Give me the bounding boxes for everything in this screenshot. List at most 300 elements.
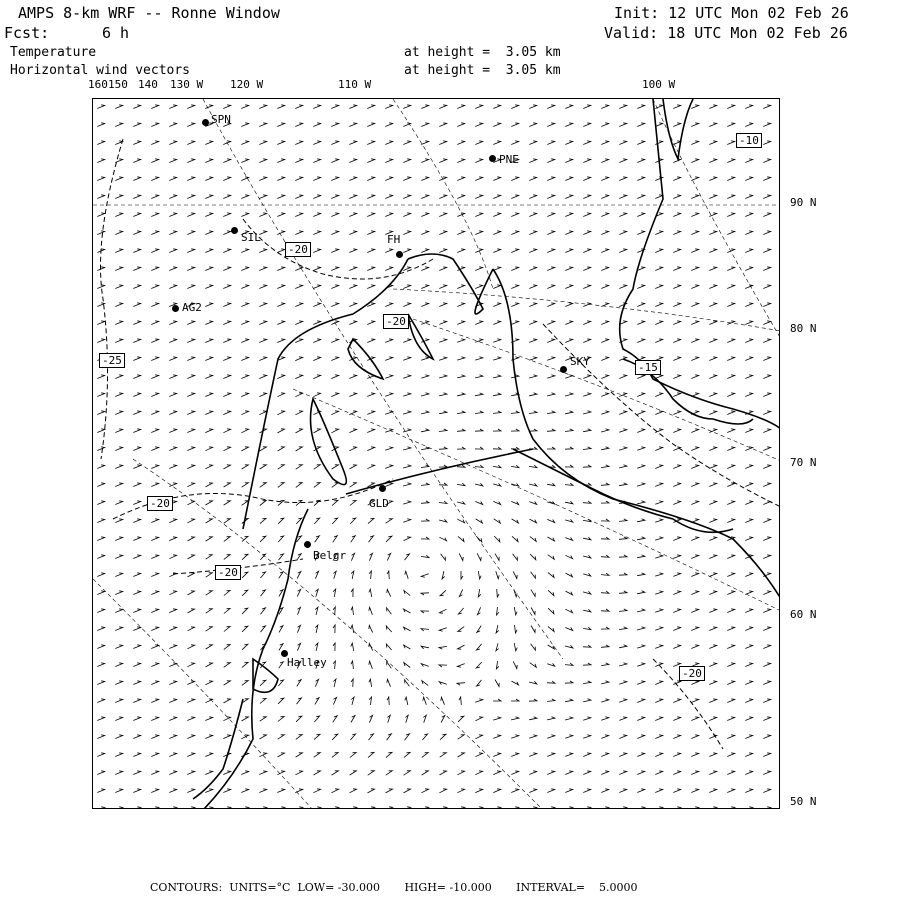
wind-vector — [115, 339, 122, 343]
wind-vector — [548, 572, 554, 577]
wind-vector — [763, 267, 770, 271]
wind-vector — [529, 429, 537, 431]
wind-vector — [259, 159, 266, 163]
wind-vector — [475, 465, 483, 467]
wind-vector — [655, 537, 663, 540]
wind-vector — [601, 105, 608, 109]
wind-vector — [547, 717, 555, 720]
wind-vector — [763, 159, 770, 163]
wind-vector — [349, 141, 356, 145]
wind-vector — [461, 571, 463, 579]
wind-vector — [97, 465, 104, 469]
wind-vector — [493, 771, 500, 775]
wind-vector — [223, 807, 230, 809]
wind-vector — [709, 267, 716, 271]
wind-vector — [385, 123, 392, 127]
wind-vector — [277, 393, 284, 397]
wind-vector — [727, 195, 734, 199]
wind-vector — [385, 357, 393, 361]
wind-vector — [691, 627, 698, 631]
wind-vector — [619, 627, 627, 630]
wind-vector — [242, 717, 249, 721]
wind-vector — [476, 536, 482, 542]
wind-vector — [439, 249, 446, 253]
wind-vector — [475, 411, 483, 414]
station-label: SPN — [211, 113, 231, 126]
wind-vector — [277, 375, 284, 379]
wind-vector — [133, 411, 140, 415]
wind-vector — [205, 285, 212, 289]
wind-vector — [529, 285, 536, 289]
wind-vector — [727, 249, 734, 253]
wind-vector — [133, 249, 140, 253]
wind-vector — [655, 807, 662, 809]
wind-vector — [547, 447, 555, 449]
wind-vector — [223, 159, 230, 163]
wind-vector — [169, 717, 176, 721]
wind-vector — [745, 573, 752, 577]
wind-vector — [313, 195, 320, 199]
wind-vector — [547, 177, 554, 181]
wind-vector — [457, 789, 464, 793]
wind-vector — [583, 699, 591, 702]
wind-vector — [205, 177, 212, 181]
wind-vector — [385, 465, 393, 469]
wind-vector — [187, 393, 194, 397]
wind-vector — [745, 735, 752, 739]
wind-vector — [151, 429, 158, 433]
wind-vector — [727, 807, 734, 809]
wind-vector — [151, 753, 158, 757]
wind-vector — [531, 626, 535, 633]
wind-vector — [295, 105, 302, 109]
map-panel[interactable] — [92, 98, 780, 809]
contour-label: -20 — [679, 666, 705, 681]
wind-vector — [673, 429, 680, 433]
wind-vector — [763, 699, 770, 703]
wind-vector — [169, 123, 176, 127]
wind-vector — [205, 321, 212, 325]
wind-vector — [349, 303, 356, 307]
wind-vector — [547, 285, 554, 289]
wind-vector — [97, 807, 104, 809]
wind-vector — [458, 627, 464, 632]
wind-vector — [691, 105, 698, 109]
wind-vector — [763, 771, 770, 775]
wind-vector — [547, 357, 555, 361]
wind-vector — [403, 159, 410, 163]
wind-vector — [206, 483, 213, 487]
wind-vector — [637, 591, 645, 594]
wind-vector — [133, 267, 140, 271]
wind-vector — [655, 321, 662, 325]
wind-vector — [493, 105, 500, 109]
wind-vector — [601, 357, 608, 361]
wind-vector — [547, 249, 554, 253]
wind-vector — [259, 213, 266, 217]
wind-vector — [386, 519, 393, 523]
wind-vector — [459, 553, 463, 560]
wind-vector — [133, 141, 140, 145]
wind-vector — [188, 609, 195, 613]
wind-vector — [224, 555, 230, 560]
wind-vector — [548, 645, 555, 649]
wind-vector — [511, 177, 518, 181]
wind-vector — [583, 429, 591, 432]
wind-vector — [187, 141, 194, 145]
forecast-value: 6 h — [102, 24, 130, 42]
wind-vector — [422, 753, 428, 758]
wind-vector — [421, 789, 428, 793]
wind-vector — [331, 195, 338, 199]
wind-vector — [115, 537, 122, 541]
contour-label: -10 — [736, 133, 762, 148]
wind-vector — [169, 465, 176, 469]
wind-vector — [404, 789, 411, 793]
wind-vector — [439, 123, 446, 127]
wind-vector — [493, 393, 501, 396]
wind-vector — [619, 681, 627, 684]
wind-vector — [421, 429, 429, 432]
wind-vector — [331, 339, 338, 343]
wind-vector — [188, 627, 195, 631]
lat-label: 90 N — [790, 196, 817, 209]
wind-vector — [727, 771, 734, 775]
wind-vector — [387, 715, 390, 723]
wind-vector — [530, 663, 537, 668]
wind-vector — [439, 665, 447, 667]
contour-label: -20 — [215, 565, 241, 580]
wind-vector — [367, 231, 374, 235]
wind-vector — [493, 321, 500, 325]
lon-label: 100 W — [642, 78, 676, 91]
wind-vector — [637, 213, 644, 217]
wind-vector — [115, 159, 122, 163]
wind-vector — [529, 177, 536, 181]
wind-vector — [169, 429, 176, 433]
wind-vector — [242, 483, 249, 487]
wind-vector — [169, 213, 176, 217]
wind-vector — [242, 608, 248, 614]
wind-vector — [565, 538, 572, 541]
wind-vector — [151, 195, 158, 199]
wind-vector — [601, 591, 609, 593]
wind-vector — [369, 607, 373, 614]
wind-vector — [655, 303, 662, 307]
wind-vector — [529, 123, 536, 127]
wind-vector — [313, 285, 320, 289]
wind-vector — [151, 231, 158, 235]
wind-vector — [333, 625, 335, 633]
wind-vector — [439, 411, 447, 414]
wind-vector — [369, 571, 371, 579]
wind-vector — [385, 213, 392, 217]
wind-vector — [315, 589, 318, 597]
wind-vector — [475, 141, 482, 145]
wind-vector — [260, 501, 266, 506]
wind-vector — [565, 177, 572, 181]
wind-vector — [133, 105, 140, 109]
wind-vector — [727, 681, 734, 685]
wind-vector — [223, 195, 230, 199]
wind-vector — [529, 231, 536, 235]
wind-vector — [547, 735, 555, 738]
wind-vector — [637, 699, 644, 703]
wind-vector — [169, 339, 176, 343]
wind-vector — [151, 699, 158, 703]
wind-vector — [475, 502, 482, 505]
wind-vector — [763, 807, 770, 809]
wind-vector — [601, 195, 608, 199]
init-time: Init: 12 UTC Mon 02 Feb 26 — [614, 4, 849, 22]
wind-vector — [439, 159, 446, 163]
wind-vector — [457, 375, 465, 378]
wind-vector — [583, 645, 591, 647]
wind-vector — [458, 716, 464, 722]
wind-vector — [297, 643, 300, 650]
wind-vector — [314, 465, 321, 469]
wind-vector — [565, 195, 572, 199]
wind-vector — [224, 537, 230, 542]
wind-vector — [529, 753, 537, 757]
wind-vector — [369, 734, 374, 740]
wind-vector — [727, 285, 734, 289]
wind-vector — [691, 231, 698, 235]
wind-vector — [421, 447, 429, 450]
wind-vector — [133, 555, 140, 559]
wind-vector — [367, 267, 374, 271]
wind-vector — [727, 465, 734, 469]
wind-vector — [351, 536, 356, 543]
wind-vector — [565, 105, 572, 109]
wind-vector — [763, 339, 770, 343]
wind-vector — [655, 735, 662, 739]
wind-vector — [655, 627, 663, 631]
wind-vector — [169, 771, 176, 775]
wind-vector — [367, 285, 374, 289]
wind-vector — [188, 537, 195, 541]
wind-vector — [259, 411, 266, 415]
wind-vector — [511, 321, 518, 325]
wind-vector — [206, 519, 213, 523]
wind-vector — [727, 339, 734, 343]
wind-vector — [565, 789, 572, 793]
wind-vector — [691, 285, 698, 289]
station-marker — [396, 251, 403, 258]
wind-vector — [187, 645, 194, 649]
wind-vector — [691, 177, 698, 181]
wind-vector — [655, 519, 663, 522]
wind-vector — [97, 771, 104, 775]
wind-vector — [691, 213, 698, 217]
wind-vector — [313, 159, 320, 163]
wind-vector — [727, 483, 734, 487]
wind-vector — [709, 357, 716, 361]
wind-vector — [547, 789, 554, 793]
wind-vector — [673, 195, 680, 199]
wind-vector — [295, 321, 302, 325]
station-label: SKY — [570, 355, 590, 368]
wind-vector — [422, 771, 429, 775]
wind-vector — [260, 483, 267, 488]
wind-vector — [619, 159, 626, 163]
wind-vector — [763, 609, 770, 613]
wind-vector — [115, 321, 122, 325]
wind-vector — [457, 249, 464, 253]
wind-vector — [422, 734, 427, 740]
wind-vector — [495, 554, 499, 561]
wind-vector — [133, 537, 140, 541]
wind-vector — [709, 447, 716, 451]
wind-vector — [151, 807, 158, 809]
wind-vector — [513, 661, 517, 668]
wind-vector — [332, 753, 338, 758]
wind-vector — [583, 231, 590, 235]
wind-vector — [565, 753, 572, 757]
wind-vector — [313, 789, 320, 793]
wind-vector — [187, 447, 194, 451]
wind-vector — [331, 213, 338, 217]
wind-vector — [547, 159, 554, 163]
wind-vector — [332, 500, 338, 505]
wind-vector — [314, 753, 321, 758]
wind-vector — [529, 789, 536, 793]
wind-vector — [369, 679, 372, 687]
wind-vector — [133, 501, 140, 505]
wind-vector — [619, 699, 627, 703]
wind-vector — [387, 553, 390, 560]
wind-vector — [295, 159, 302, 163]
wind-vector — [351, 571, 354, 579]
wind-vector — [242, 465, 249, 469]
wind-vector — [691, 555, 698, 559]
wind-vector — [655, 681, 662, 685]
wind-vector — [565, 285, 572, 289]
wind-vector — [439, 807, 446, 809]
wind-vector — [241, 735, 248, 739]
wind-vector — [475, 159, 482, 163]
wind-vector — [421, 411, 429, 414]
wind-vector — [673, 213, 680, 217]
wind-vector — [241, 375, 248, 379]
wind-vector — [187, 771, 194, 775]
wind-vector — [673, 627, 680, 631]
wind-vector — [188, 591, 195, 595]
wind-vector — [691, 483, 698, 487]
wind-vector — [601, 681, 609, 684]
wind-vector — [151, 519, 158, 523]
wind-vector — [349, 177, 356, 181]
wind-vector — [673, 159, 680, 163]
wind-vector — [115, 285, 122, 289]
wind-vector — [115, 663, 122, 667]
wind-vector — [619, 609, 627, 612]
wind-vector — [386, 771, 393, 775]
wind-vector — [709, 195, 716, 199]
wind-vector — [367, 393, 374, 397]
wind-vector — [457, 177, 464, 181]
wind-vector — [151, 285, 158, 289]
wind-vector — [115, 609, 122, 613]
wind-vector — [565, 699, 573, 702]
wind-vector — [709, 483, 716, 487]
wind-vector — [133, 429, 140, 433]
wind-vector — [440, 590, 446, 595]
wind-vector — [367, 105, 374, 109]
wind-vector — [403, 483, 411, 486]
wind-vector — [367, 447, 374, 451]
wind-vector — [315, 571, 318, 578]
wind-vector — [496, 661, 498, 669]
wind-vector — [619, 807, 626, 809]
wind-vector — [97, 213, 104, 217]
wind-vector — [421, 393, 429, 396]
wind-vector — [279, 590, 283, 597]
wind-vector — [583, 159, 590, 163]
wind-vector — [115, 717, 122, 721]
wind-vector — [206, 537, 213, 541]
wind-vector — [601, 771, 608, 775]
wind-vector — [241, 789, 248, 793]
wind-vector — [673, 285, 680, 289]
wind-vector — [278, 735, 285, 739]
wind-vector — [349, 411, 356, 415]
wind-vector — [223, 735, 230, 739]
wind-vector — [529, 681, 537, 684]
wind-vector — [655, 753, 662, 757]
wind-vector — [187, 249, 194, 253]
wind-vector — [511, 429, 519, 431]
wind-vector — [619, 645, 627, 648]
wind-vector — [583, 717, 591, 720]
wind-vector — [297, 572, 301, 579]
wind-vector — [224, 519, 231, 524]
wind-vector — [565, 663, 573, 665]
wind-vector — [151, 303, 158, 307]
wind-vector — [133, 339, 140, 343]
wind-vector — [97, 339, 104, 343]
wind-vector — [349, 807, 356, 809]
wind-vector — [439, 465, 447, 467]
wind-vector — [205, 753, 212, 757]
wind-vector — [367, 411, 374, 415]
wind-vector — [223, 357, 230, 361]
wind-vector — [115, 447, 122, 451]
wind-vector — [709, 123, 716, 127]
wind-vector — [637, 177, 644, 181]
wind-vector — [601, 555, 609, 557]
wind-vector — [224, 681, 231, 685]
wind-vector — [583, 267, 590, 271]
wind-vector — [315, 607, 318, 615]
contour-label: -20 — [147, 496, 173, 511]
wind-vector — [691, 123, 698, 127]
wind-vector — [727, 429, 734, 433]
lon-label: 140 — [138, 78, 158, 91]
wind-vector — [97, 789, 104, 793]
wind-vector — [133, 321, 140, 325]
wind-vector — [727, 213, 734, 217]
wind-vector — [565, 555, 572, 558]
wind-vector — [745, 267, 752, 271]
wind-vector — [727, 267, 734, 271]
wind-vector — [709, 789, 716, 793]
wind-vector — [241, 321, 248, 325]
wind-vector — [439, 537, 446, 541]
wind-vector — [331, 789, 338, 793]
wind-vector — [295, 231, 302, 235]
wind-vector — [727, 789, 734, 793]
